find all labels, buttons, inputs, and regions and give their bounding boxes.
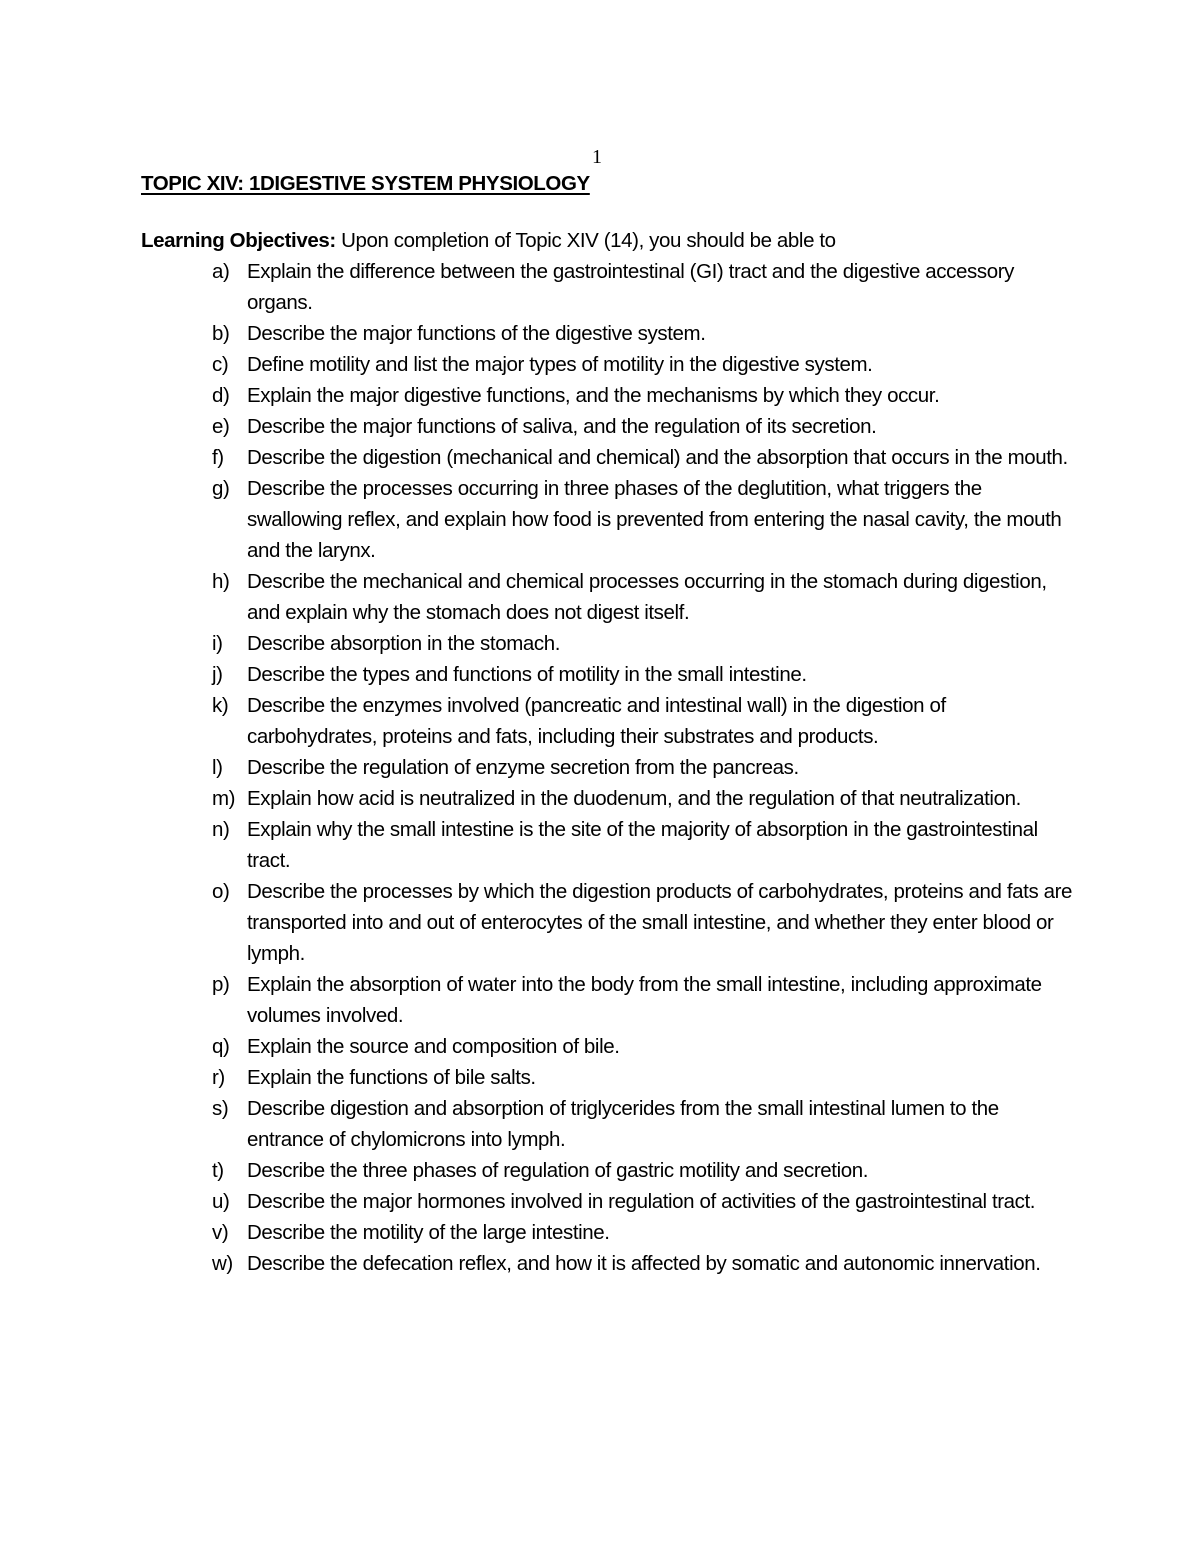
objective-item xyxy=(0,1217,1077,1248)
objective-marker: e) xyxy=(212,415,230,438)
objective-item xyxy=(0,783,1077,814)
objective-item xyxy=(0,380,1077,411)
objective-marker: u) xyxy=(212,1190,230,1213)
objective-text: Describe the three phases of regulation of gastric motility and secretion. xyxy=(247,1159,869,1182)
objective-item xyxy=(0,349,1077,380)
objective-marker: p) xyxy=(212,973,230,996)
learning-objectives-text: Upon completion of Topic XIV (14), you should be able to xyxy=(335,229,836,252)
objective-text: Explain the source and composition of bile. xyxy=(247,1035,620,1058)
objective-text: Define motility and list the major types of motility in the digestive system. xyxy=(247,353,873,376)
objective-marker: w) xyxy=(212,1252,233,1275)
objective-marker: q) xyxy=(212,1035,230,1058)
objective-marker: l) xyxy=(212,756,223,779)
page-title: TOPIC XIV: 1DIGESTIVE SYSTEM PHYSIOLOGY xyxy=(141,172,590,195)
objective-marker: t) xyxy=(212,1159,224,1182)
objective-item xyxy=(0,256,1077,318)
objective-marker: h) xyxy=(212,570,230,593)
objective-item xyxy=(0,969,1077,1031)
objective-text: Describe the major functions of saliva, and the regulation of its secretion. xyxy=(247,415,877,438)
objective-item xyxy=(0,1248,1077,1279)
objective-marker: c) xyxy=(212,353,229,376)
objectives-list xyxy=(0,256,1200,1279)
objective-text: Describe the major hormones involved in regulation of activities of the gastrointestinal tract. xyxy=(247,1190,1036,1213)
objective-marker: i) xyxy=(212,632,223,655)
objective-marker: b) xyxy=(212,322,230,345)
objective-text: Describe the processes by which the digestion products of carbohydrates, proteins and fats are transported into and out of enterocytes of the small intestine, and whether they enter blood or lymph. xyxy=(247,880,1073,965)
objective-text: Explain why the small intestine is the site of the majority of absorption in the gastrointestinal tract. xyxy=(247,818,1038,872)
objective-marker: n) xyxy=(212,818,230,841)
objective-marker: o) xyxy=(212,880,230,903)
objective-text: Describe the motility of the large intestine. xyxy=(247,1221,610,1244)
objective-marker: v) xyxy=(212,1221,229,1244)
objective-text: Describe the digestion (mechanical and chemical) and the absorption that occurs in the mouth. xyxy=(247,446,1068,469)
objective-text: Describe the enzymes involved (pancreatic and intestinal wall) in the digestion of carbohydrates, proteins and fats, including their substrates and products. xyxy=(247,694,946,748)
objective-marker: d) xyxy=(212,384,230,407)
objective-text: Describe digestion and absorption of triglycerides from the small intestinal lumen to the entrance of chylomicrons into lymph. xyxy=(247,1097,999,1151)
objective-marker: k) xyxy=(212,694,229,717)
objective-item xyxy=(0,318,1077,349)
objective-marker: m) xyxy=(212,787,236,810)
objective-item xyxy=(0,1186,1077,1217)
objective-text: Describe the processes occurring in three phases of the deglutition, what triggers the swallowing reflex, and explain how food is prevented from entering the nasal cavity, the mouth and the larynx. xyxy=(247,477,1062,562)
objective-marker: r) xyxy=(212,1066,225,1089)
objective-item xyxy=(0,690,1077,752)
objective-text: Describe the defecation reflex, and how it is affected by somatic and autonomic innervation. xyxy=(247,1252,1041,1275)
objective-item xyxy=(0,442,1077,473)
objective-item xyxy=(0,473,1077,566)
objective-item xyxy=(0,411,1077,442)
objective-text: Explain the functions of bile salts. xyxy=(247,1066,536,1089)
objective-item xyxy=(0,628,1077,659)
objective-marker: j) xyxy=(212,663,223,686)
objective-marker: s) xyxy=(212,1097,229,1120)
objective-item xyxy=(0,1062,1077,1093)
objective-item xyxy=(0,1155,1077,1186)
objective-text: Explain how acid is neutralized in the duodenum, and the regulation of that neutralization. xyxy=(247,787,1021,810)
objective-text: Describe the mechanical and chemical processes occurring in the stomach during digestion, and explain why the stomach does not digest itself. xyxy=(247,570,1047,624)
objective-text: Describe the types and functions of motility in the small intestine. xyxy=(247,663,807,686)
objective-item xyxy=(0,659,1077,690)
objective-text: Explain the difference between the gastrointestinal (GI) tract and the digestive accessory organs. xyxy=(247,260,1014,314)
objective-marker: a) xyxy=(212,260,230,283)
objective-text: Describe absorption in the stomach. xyxy=(247,632,561,655)
objective-text: Explain the major digestive functions, and the mechanisms by which they occur. xyxy=(247,384,940,407)
objective-item xyxy=(0,876,1077,969)
page-number: 1 xyxy=(592,146,602,168)
objective-marker: f) xyxy=(212,446,224,469)
objective-text: Describe the major functions of the digestive system. xyxy=(247,322,706,345)
objective-text: Explain the absorption of water into the body from the small intestine, including approximate volumes involved. xyxy=(247,973,1042,1027)
objective-item xyxy=(0,1031,1077,1062)
objective-text: Describe the regulation of enzyme secretion from the pancreas. xyxy=(247,756,799,779)
objective-item xyxy=(0,1093,1077,1155)
learning-objectives-intro xyxy=(141,227,836,255)
objective-item xyxy=(0,752,1077,783)
learning-objectives-label: Learning Objectives: xyxy=(141,229,336,252)
objective-item xyxy=(0,566,1077,628)
objective-marker: g) xyxy=(212,477,230,500)
objective-item xyxy=(0,814,1077,876)
